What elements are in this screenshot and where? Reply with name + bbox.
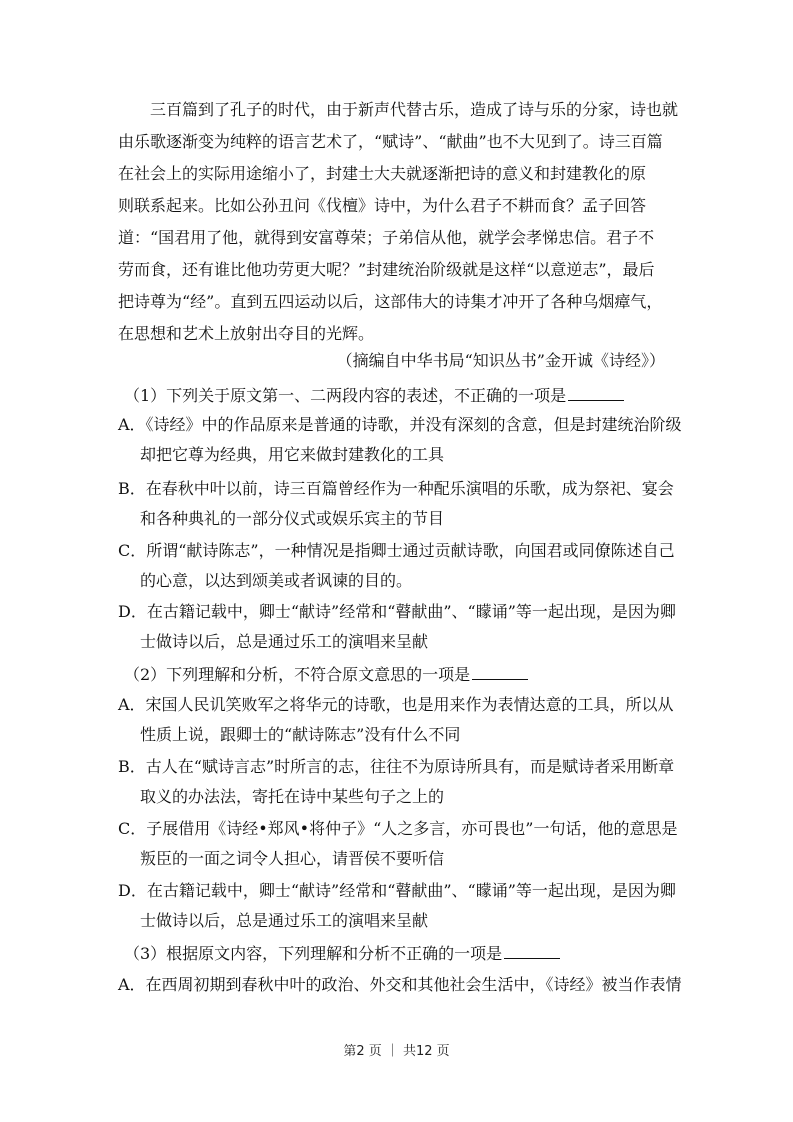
option-line: 叛臣的一面之词令人担心，请晋侯不要听信 bbox=[140, 849, 445, 868]
option-line: 性质上说，跟卿士的“献诗陈志”没有什么不同 bbox=[140, 725, 461, 744]
question-1-option-c bbox=[118, 536, 678, 596]
question-2-option-d bbox=[118, 876, 678, 936]
question-1-option-b bbox=[118, 474, 678, 534]
option-line: B．古人在“赋诗言志”时所言的志，往往不为原诗所具有，而是赋诗者采用断章 bbox=[118, 757, 675, 776]
question-stem-text: （2）下列理解和分析，不符合原文意思的一项是 bbox=[124, 665, 471, 684]
answer-blank bbox=[504, 943, 560, 959]
question-1-stem bbox=[124, 383, 624, 406]
question-1-option-d bbox=[118, 597, 678, 657]
passage-line: 在社会上的实际用途缩小了，封建士大夫就逐渐把诗的意义和封建教化的原 bbox=[118, 164, 647, 183]
option-line: 的心意，以达到颂美或者讽谏的目的。 bbox=[140, 571, 413, 590]
page-footer: 第2 页 ｜ 共12 页 bbox=[343, 1044, 450, 1059]
question-2-option-b bbox=[118, 752, 678, 812]
passage-line: 则联系起来。比如公孙丑问《伐檀》诗中，为什么君子不耕而食？孟子回答 bbox=[118, 196, 647, 215]
option-line: D．在古籍记载中，卿士“献诗”经常和“瞽献曲”、“矇诵”等一起出现，是因为卿 bbox=[118, 881, 676, 900]
answer-blank bbox=[568, 385, 624, 401]
passage-line: 劳而食，还有谁比他功劳更大呢？”封建统治阶级就是这样“以意逆志”，最后 bbox=[118, 260, 655, 279]
question-2-stem bbox=[124, 662, 528, 685]
option-line: 取义的办法法，寄托在诗中某些句子之上的 bbox=[140, 787, 445, 806]
option-line: B．在春秋中叶以前，诗三百篇曾经作为一种配乐演唱的乐歌，成为祭祀、宴会 bbox=[118, 479, 674, 498]
option-line: A．宋国人民讥笑败军之将华元的诗歌，也是用来作为表情达意的工具，所以从 bbox=[118, 695, 674, 714]
option-line: C．所谓“献诗陈志”，一种情况是指卿士通过贡献诗歌，向国君或同僚陈述自己 bbox=[118, 541, 675, 560]
answer-blank bbox=[472, 664, 528, 680]
option-line: 和各种典礼的一部分仪式或娱乐宾主的节目 bbox=[140, 509, 445, 528]
question-3-option-a bbox=[118, 970, 682, 1000]
passage-line: 把诗尊为“经”。直到五四运动以后，这部伟大的诗集才冲开了各种乌烟瘴气， bbox=[118, 292, 663, 311]
option-line: 却把它尊为经典，用它来做封建教化的工具 bbox=[140, 445, 445, 464]
option-line: A．《诗经》中的作品原来是普通的诗歌，并没有深刻的含意，但是封建统治阶级 bbox=[118, 415, 682, 434]
option-line: 士做诗以后，总是通过乐工的演唱来呈献 bbox=[140, 911, 429, 930]
option-line: D．在古籍记载中，卿士“献诗”经常和“瞽献曲”、“矇诵”等一起出现，是因为卿 bbox=[118, 602, 676, 621]
option-line: C．子展借用《诗经•郑风•将仲子》“人之多言，亦可畏也”一句话，他的意思是 bbox=[118, 819, 678, 838]
question-2-option-a bbox=[118, 690, 678, 750]
option-line: A．在西周初期到春秋中叶的政治、外交和其他社会生活中，《诗经》被当作表情 bbox=[118, 975, 682, 994]
passage-line: 道：“国君用了他，就得到安富尊荣；子弟信从他，就学会孝悌忠信。君子不 bbox=[118, 228, 655, 247]
passage-paragraph bbox=[118, 94, 678, 350]
passage-line: 三百篇到了孔子的时代，由于新声代替古乐，造成了诗与乐的分家，诗也就 bbox=[150, 100, 679, 119]
passage-line: 由乐歌逐渐变为纯粹的语言艺术了，“赋诗”、“献曲”也不大见到了。诗三百篇 bbox=[118, 132, 663, 151]
question-2-option-c bbox=[118, 814, 678, 874]
question-stem-text: （1）下列关于原文第一、二两段内容的表述，不正确的一项是 bbox=[124, 386, 567, 405]
option-line: 士做诗以后，总是通过乐工的演唱来呈献 bbox=[140, 632, 429, 651]
question-stem-text: （3）根据原文内容，下列理解和分析不正确的一项是 bbox=[124, 944, 503, 963]
passage-line: 在思想和艺术上放射出夺目的光辉。 bbox=[118, 324, 375, 343]
passage-source: （摘编自中华书局“知识丛书”金开诚《诗经》） bbox=[336, 351, 665, 370]
question-3-stem bbox=[124, 941, 560, 964]
question-1-option-a bbox=[118, 410, 682, 470]
